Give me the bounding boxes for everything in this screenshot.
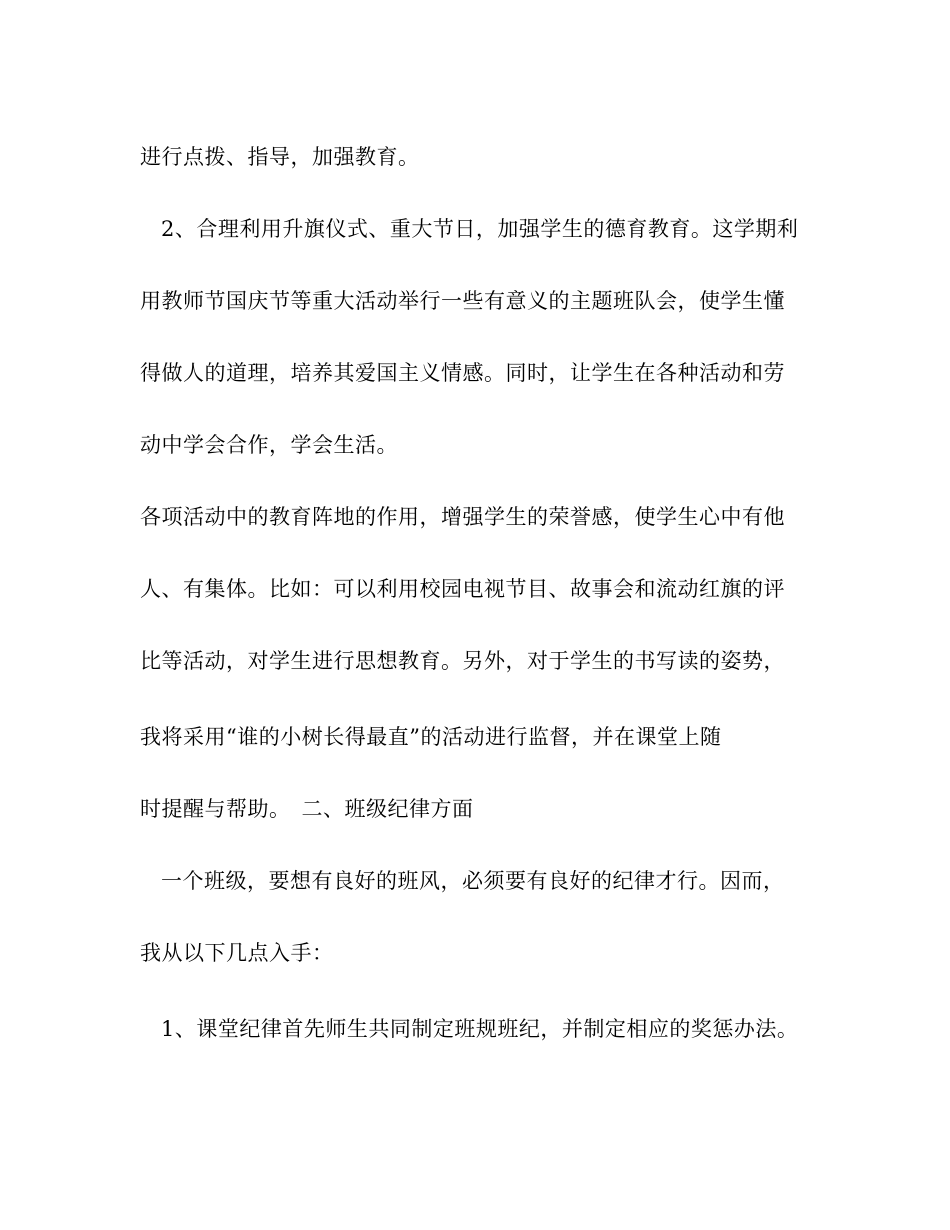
text-line-13: 1、课堂纪律首先师生共同制定班规班纪，并制定相应的奖惩办法。 xyxy=(161,1017,799,1041)
text-line-12: 我从以下几点入手： xyxy=(140,941,334,965)
text-line-8: 比等活动，对学生进行思想教育。另外，对于学生的书写读的姿势， xyxy=(140,649,785,673)
text-line-5: 动中学会合作，学会生活。 xyxy=(140,433,398,457)
text-line-1: 进行点拨、指导，加强教育。 xyxy=(140,145,420,169)
text-line-3: 用教师节国庆节等重大活动举行一些有意义的主题班队会，使学生懂 xyxy=(140,289,785,313)
text-line-6: 各项活动中的教育阵地的作用，增强学生的荣誉感，使学生心中有他 xyxy=(140,505,785,529)
text-line-7: 人、有集体。比如：可以利用校园电视节目、故事会和流动红旗的评 xyxy=(140,577,785,601)
text-line-2: 2、合理利用升旗仪式、重大节日，加强学生的德育教育。这学期利 xyxy=(161,217,799,241)
text-line-11: 一个班级，要想有良好的班风，必须要有良好的纪律才行。因而， xyxy=(161,869,785,893)
text-line-10: 时提醒与帮助。 二、班级纪律方面 xyxy=(140,797,474,821)
text-line-9: 我将采用“谁的小树长得最直”的活动进行监督，并在课堂上随 xyxy=(140,725,722,749)
text-line-4: 得做人的道理，培养其爱国主义情感。同时，让学生在各种活动和劳 xyxy=(140,361,785,385)
